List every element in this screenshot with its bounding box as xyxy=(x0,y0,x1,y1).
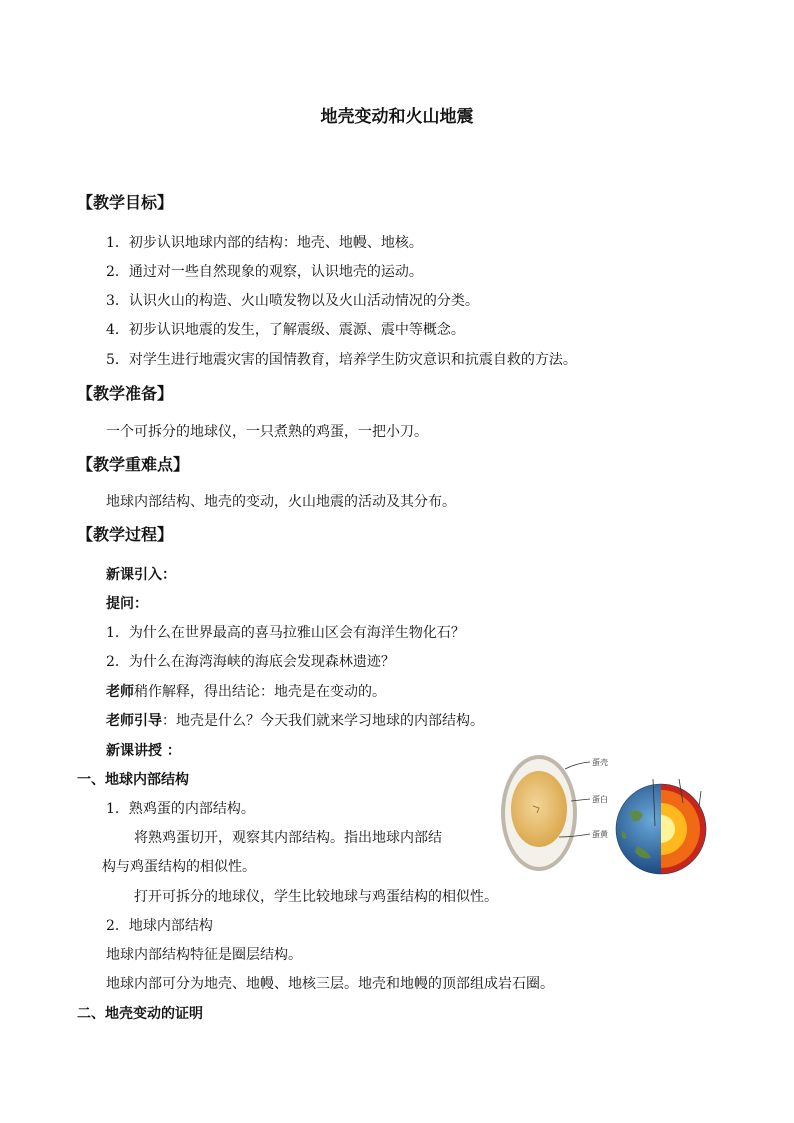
question-item: 2．为什么在海湾海峡的海底会发现森林遗迹？ xyxy=(106,654,395,670)
preparation-text: 一个可拆分的地球仪，一只煮熟的鸡蛋，一把小刀。 xyxy=(106,424,428,440)
objectives-heading: 【教学目标】 xyxy=(77,193,174,212)
objective-item: 5．对学生进行地震灾害的国情教育，培养学生防灾意识和抗震自救的方法。 xyxy=(106,352,577,368)
question-label: 提问： xyxy=(106,596,148,612)
section1-sub2: 2．地球内部结构 xyxy=(106,918,213,934)
teacher-guide-text: ：地壳是什么？今天我们就来学习地球的内部结构。 xyxy=(162,713,484,729)
preparation-heading: 【教学准备】 xyxy=(77,384,174,403)
egg-shell-label: 蛋壳 xyxy=(592,758,608,767)
section1-sub1: 1．熟鸡蛋的内部结构。 xyxy=(106,801,255,817)
egg-cross-section xyxy=(501,755,577,871)
section1-heading: 一、地球内部结构 xyxy=(77,772,189,788)
section1-sub2-text2: 地球内部可分为地壳、地幔、地核三层。地壳和地幔的顶部组成岩石圈。 xyxy=(106,976,554,992)
earth-cross-section xyxy=(616,784,706,874)
key-points-text: 地球内部结构、地壳的变动，火山地震的活动及其分布。 xyxy=(106,494,456,510)
objective-item: 1．初步认识地球内部的结构：地壳、地幔、地核。 xyxy=(106,235,423,251)
egg-yolk-label: 蛋黄 xyxy=(592,830,608,839)
section1-sub1-text2: 打开可拆分的地球仪，学生比较地球与鸡蛋结构的相似性。 xyxy=(134,889,498,905)
section2-heading: 二、地壳变动的证明 xyxy=(77,1006,203,1022)
page-title: 地壳变动和火山地震 xyxy=(320,107,474,127)
objective-item: 4．初步认识地震的发生，了解震级、震源、震中等概念。 xyxy=(106,322,465,338)
teacher-explain-text: 稍作解释，得出结论：地壳是在变动的。 xyxy=(134,684,386,700)
teacher-guide-label: 老师引导 xyxy=(106,713,162,729)
egg-white-label: 蛋白 xyxy=(592,795,608,804)
teacher-explain-label: 老师 xyxy=(106,684,134,700)
lecture-label: 新课讲授 ： xyxy=(106,743,181,759)
question-item: 1．为什么在世界最高的喜马拉雅山区会有海洋生物化石？ xyxy=(106,625,465,641)
objective-item: 3．认识火山的构造、火山喷发物以及火山活动情况的分类。 xyxy=(106,293,479,309)
section1-sub1-text: 构与鸡蛋结构的相似性。 xyxy=(102,859,256,875)
section1-sub1-text: 将熟鸡蛋切开，观察其内部结构。指出地球内部结 xyxy=(134,830,442,846)
teacher-guide xyxy=(106,712,484,730)
process-heading: 【教学过程】 xyxy=(77,525,174,544)
teacher-explain xyxy=(106,683,386,701)
egg-earth-structure-figure xyxy=(497,751,707,879)
key-points-heading: 【教学重难点】 xyxy=(77,455,190,474)
objective-item: 2．通过对一些自然现象的观察，认识地壳的运动。 xyxy=(106,264,423,280)
section1-sub2-text1: 地球内部结构特征是圈层结构。 xyxy=(106,947,302,963)
intro-label: 新课引入： xyxy=(106,567,176,583)
